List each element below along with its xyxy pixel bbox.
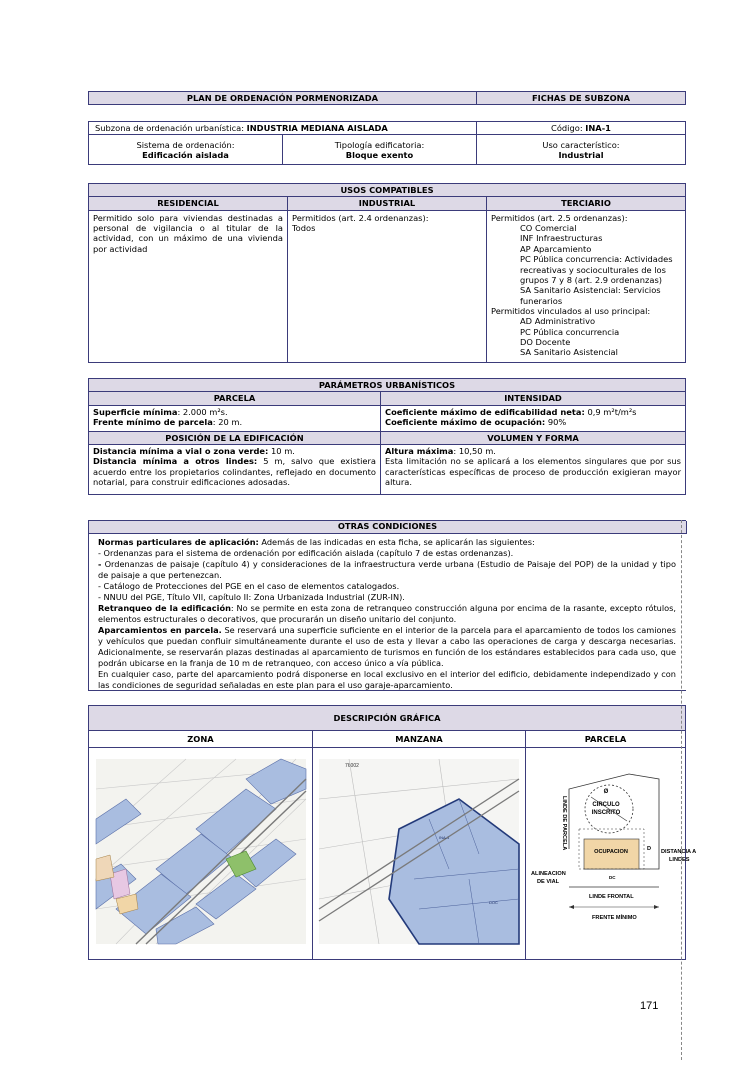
dist-vial-value: 10 m. [268, 446, 295, 457]
tipologia-value: Bloque exento [345, 149, 414, 160]
d-label: D [647, 846, 652, 852]
otras-line: - NNUU del PGE, Título VII, capítulo II: Zona Urbanizada Industrial (ZUR-IN). [98, 592, 405, 602]
posicion-title: POSICIÓN DE LA EDIFICACIÓN [89, 431, 381, 444]
otras-line: - Catálogo de Protecciones del PGE en el caso de elementos catalogados. [98, 581, 400, 591]
manzana-map [319, 759, 519, 944]
edificabilidad-line [385, 407, 681, 417]
terciario-item: grupos 7 y 8 (art. 2.9 ordenanzas) [520, 274, 663, 285]
superficie-line [93, 407, 376, 417]
sistema-value: Edificación aislada [142, 149, 229, 160]
parcela-diagram [529, 759, 697, 944]
subzone-name: INDUSTRIA MEDIANA AISLADA [246, 123, 388, 133]
terciario-item: PC Pública concurrencia: Actividades [520, 254, 673, 265]
altura-label: Altura máxima [385, 446, 454, 457]
subzone-name-cell [89, 122, 477, 135]
intensidad-cell [381, 405, 686, 431]
industrial-cell [288, 210, 487, 362]
fichas-title: FICHAS DE SUBZONA [477, 92, 686, 105]
sistema-cell [89, 135, 283, 165]
posicion-cell [89, 445, 381, 495]
plan-title: PLAN DE ORDENACIÓN PORMENORIZADA [89, 92, 477, 105]
zona-map [96, 759, 306, 944]
frente-minimo-label: FRENTE MÍNIMO [592, 915, 637, 921]
normas-label: Normas particulares de aplicación: [98, 537, 259, 547]
inscrito-label: INSCRITO [591, 810, 621, 816]
manzana-label: INA-1 [439, 835, 450, 840]
grafica-col-headers [89, 731, 685, 748]
document-header [88, 91, 686, 105]
volumen-title: VOLUMEN Y FORMA [381, 431, 686, 444]
margin-dashed-line [681, 520, 682, 1060]
tipologia-label: Tipología edificatoria: [334, 139, 425, 150]
otras-line: - Ordenanzas para el sistema de ordenación por edificación aislada (capítulo 7 de estas ordenanzas). [98, 548, 514, 558]
final-line: En cualquier caso, parte del aparcamiento podrá disponerse en local exclusivo en el interior del edificio, debidamente independizado y con las condiciones de seguridad señaladas en este plan para el uso garaje-aparcamiento. [98, 669, 676, 690]
code-label: Código: [551, 123, 583, 133]
dash: - [98, 559, 102, 569]
col-dividers [312, 747, 313, 960]
otras-line [98, 559, 676, 581]
dist-lindes-value: 5 m, salvo que existiera acuerdo entre los propietarios colindantes, reflejado en documento notarial, para construir edificaciones adosadas. [93, 456, 376, 488]
terciario-item: INF Infraestructuras [520, 233, 603, 244]
uso-cell [477, 135, 686, 165]
retranqueo-label: Retranqueo de la edificación [98, 603, 231, 613]
col-manzana: MANZANA [313, 731, 526, 747]
aparcamiento-line [98, 625, 676, 669]
volumen-text: Esta limitación no se aplicará a los elementos singulares que por sus características específicas de proceso de producción exigieran mayor altura. [385, 456, 681, 488]
parametros-table [88, 378, 686, 495]
tipologia-cell [283, 135, 477, 165]
intensidad-title: INTENSIDAD [381, 392, 686, 405]
normas-line [98, 537, 676, 548]
col-industrial: INDUSTRIAL [288, 197, 487, 210]
page-number: 171 [640, 1000, 659, 1012]
dist-vial-line [93, 446, 376, 456]
uso-label: Uso característico: [542, 139, 620, 150]
subzone-code-cell [477, 122, 686, 135]
ocupacion-line [385, 417, 681, 427]
ocupacion-label: OCUPACION [594, 849, 628, 855]
de-vial-label: DE VIAL [537, 879, 560, 885]
linde-frontal-label: LINDE FRONTAL [589, 894, 634, 900]
residencial-text: Permitido solo para viviendas destinadas a personal de vigilancia o al titular de la actividad, con un máximo de una vivienda por actividad [89, 210, 288, 362]
uso-value: Industrial [558, 149, 604, 160]
superficie-label: Superficie mínima [93, 406, 178, 417]
industrial-line: Todos [292, 223, 316, 234]
usos-table [88, 183, 686, 363]
edificabilidad-label: Coeficiente máximo de edificabilidad neta: [385, 406, 585, 417]
altura-value: : 10,50 m. [453, 446, 496, 457]
terciario-item: CO Comercial [520, 223, 577, 234]
dist-lindes-line [93, 456, 376, 487]
dist-vial-label: Distancia mínima a vial o zona verde: [93, 446, 269, 457]
vinculados-head: Permitidos vinculados al uso principal: [491, 305, 651, 316]
frente-label: Frente mínimo de parcela [93, 417, 213, 428]
otras-section [88, 520, 686, 691]
terciario-cell [487, 210, 686, 362]
aparcamiento-text: Se reservará una superficie suficiente en el interior de la parcela para el aparcamiento de todos los camiones y vehículos que puedan confluir simultáneamente durante el uso de esta y llevar a cabo las operaciones de carga y descarga necesarias. Adicionalmente, se reservarán plazas destinadas al aparcamiento de turismos en función de los estándares establecidos para cada uso, que podrán ubicarse en la franja de 10 m de retranqueo, con acceso único a vía pública. [98, 625, 676, 668]
vinculado-item: DO Docente [520, 337, 571, 348]
terciario-item: AP Aparcamiento [520, 243, 592, 254]
circulo-label: CIRCULO [592, 802, 620, 808]
parcela-title: PARCELA [89, 392, 381, 405]
normas-text: Además de las indicadas en esta ficha, se aplicarán las siguientes: [258, 537, 535, 547]
lindes-label: LINDES [669, 857, 690, 863]
terciario-item: SA Sanitario Asistencial: Servicios [520, 285, 661, 296]
subzone-table [88, 121, 686, 165]
code-value: INA-1 [585, 123, 611, 133]
col-dividers [525, 747, 526, 960]
linde-parcela-label: LINDE DE PARCELA [561, 796, 567, 851]
dc-label: DC [609, 875, 616, 880]
col-terciario: TERCIARIO [487, 197, 686, 210]
industrial-line: Permitidos (art. 2.4 ordenanzas): [292, 212, 429, 223]
ocupacion-label: Coeficiente máximo de ocupación: [385, 417, 546, 428]
frente-value: : 20 m. [212, 417, 243, 428]
vinculado-item: SA Sanitario Asistencial [520, 347, 618, 358]
col-zona: ZONA [89, 731, 313, 747]
retranqueo-line [98, 603, 676, 625]
col-residencial: RESIDENCIAL [89, 197, 288, 210]
terciario-item: recreativas y socioculturales de los [520, 264, 666, 275]
otras-line-text: Ordenanzas de paisaje (capítulo 4) y consideraciones de la infraestructura verde urbana (Estudio de Paisaje del POP) de la unidad y tipo de paisaje a que pertenezcan. [98, 559, 676, 580]
vinculado-item: AD Administrativo [520, 316, 596, 327]
terciario-head: Permitidos (art. 2.5 ordenanzas): [491, 212, 628, 223]
dist-lindes-label: Distancia mínima a otros lindes: [93, 456, 258, 467]
distancia-a-label: DISTANCIA A [661, 849, 697, 855]
vinculado-item: PC Pública concurrencia [520, 326, 620, 337]
diam-label: Ø [603, 789, 609, 795]
parcela-cell [89, 405, 381, 431]
manzana-number: 76002 [345, 763, 359, 769]
frente-line [93, 417, 376, 427]
aparcamiento-label: Aparcamientos en parcela. [98, 625, 222, 635]
superficie-value: : 2.000 m²s. [177, 406, 228, 417]
manzana-label2: DOC [489, 900, 498, 905]
otras-body [89, 534, 682, 691]
sistema-label: Sistema de ordenación: [136, 139, 235, 150]
usos-title: USOS COMPATIBLES [89, 184, 686, 197]
ocupacion-value: 90% [545, 417, 567, 428]
subzone-label: Subzona de ordenación urbanística: [95, 123, 245, 133]
altura-line [385, 446, 681, 456]
col-parcela: PARCELA [584, 734, 627, 744]
otras-title: OTRAS CONDICIONES [89, 521, 687, 534]
grafica-section [88, 705, 697, 960]
edificabilidad-value: 0,9 m²t/m²s [584, 406, 637, 417]
retranqueo-text: : No se permite en esta zona de retranqueo construcción alguna por encima de la rasante, excepto rótulos, elementos estructurales o decorativos, que procurarán un diseño unitario del conjunto. [98, 603, 677, 624]
terciario-item: funerarios [520, 295, 563, 306]
parametros-title: PARÁMETROS URBANÍSTICOS [89, 379, 686, 392]
volumen-cell [381, 445, 686, 495]
grafica-title: DESCRIPCIÓN GRÁFICA [89, 706, 685, 731]
alineacion-label: ALINEACION [531, 871, 566, 877]
